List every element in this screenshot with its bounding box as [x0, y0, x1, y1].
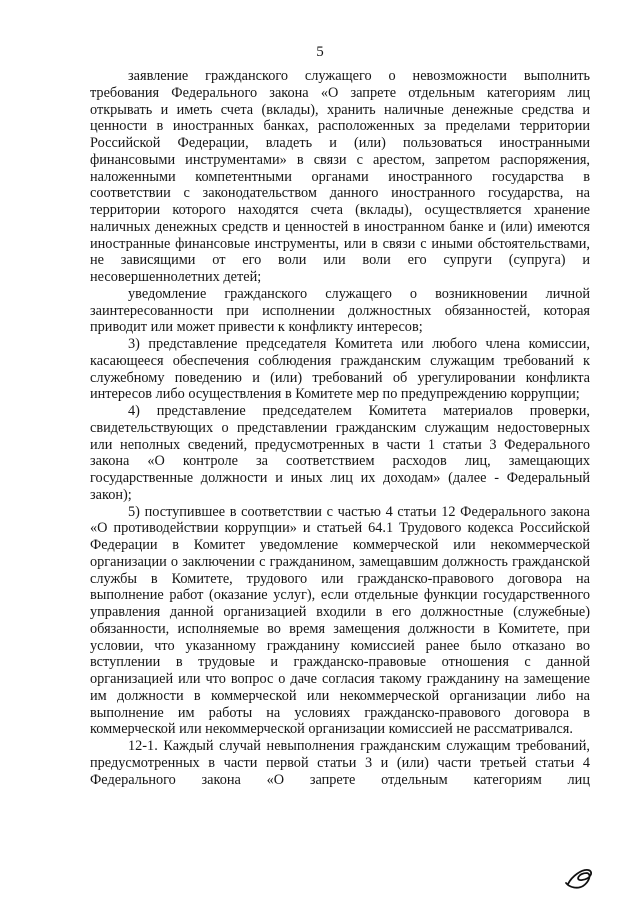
paragraph-item-5: 5) поступившее в соответствии с частью 4 статьи 12 Федерального закона «О противодействии коррупции» и статьей 64.1 Трудового кодекса Российской Федерации в Комитет уведомление коммерческой или некоммерческой организации о заключении с гражданином, замещавшим должность гражданской службы в Комитете, трудового или гражданско-правового договора на выполнение работ (оказание услуг), если отдельные функции государственного управления данной организацией входили в его должностные (служебные) обязанности, исполняемые во время замещения должности в Комитете, при условии, что указанному гражданину комиссией ранее было отказано во вступлении в трудовые и гражданско-правовые отношения с данной организацией или что вопрос о даче согласия такому гражданину на замещение им должности в коммерческой или некоммерческой организации либо на выполнение им работы на условиях гражданско-правового договора в коммерческой или некоммерческой организации комиссией не рассматривался.	[90, 503, 590, 738]
paragraph-item-3: 3) представление председателя Комитета или любого члена комиссии, касающееся обеспечения соблюдения гражданским служащим требований к служебному поведению и (или) требований об урегулировании конфликта интересов либо осуществления в Комитете мер по предупреждению коррупции;	[90, 336, 590, 403]
paragraph-item-4: 4) представление председателем Комитета материалов проверки, свидетельствующих о представлении гражданским служащим недостоверных или неполных сведений, предусмотренных в части 1 статьи 3 Федерального закона «О контроле за соответствием расходов лиц, замещающих государственные должности и иных лиц их доходам» (далее - Федеральный закон);	[90, 403, 590, 503]
paragraph-conflict-notice: уведомление гражданского служащего о возникновении личной заинтересованности при исполнении должностных обязанностей, которая приводит или может привести к конфликту интересов;	[90, 285, 590, 336]
page-number: 5	[316, 44, 324, 60]
handwritten-mark-icon	[560, 864, 598, 890]
paragraph-12-1: 12-1. Каждый случай невыполнения гражданским служащим требований, предусмотренных в части первой статьи 3 и (или) части третьей статьи 4 Федерального закона «О запрете отдельным категориям лиц	[90, 738, 590, 788]
document-body	[90, 68, 590, 788]
paragraph-application-impossibility: заявление гражданского служащего о невозможности выполнить требования Федерального закона «О запрете отдельным категориям лиц открывать и иметь счета (вклады), хранить наличные денежные средства и ценности в иностранных банках, расположенных за пределами территории Российской Федерации, владеть и (или) пользоваться иностранными финансовыми инструментами» в связи с арестом, запретом распоряжения, наложенными компетентными органами иностранного государства в соответствии с законодательством данного иностранного государства, на территории которого находятся счета (вклады), осуществляется хранение наличных денежных средств и ценностей в иностранном банке и (или) имеются иностранные финансовые инструменты, или в связи с иными обстоятельствами, не зависящими от его воли или воли его супруги (супруга) и несовершеннолетних детей;	[90, 68, 590, 285]
